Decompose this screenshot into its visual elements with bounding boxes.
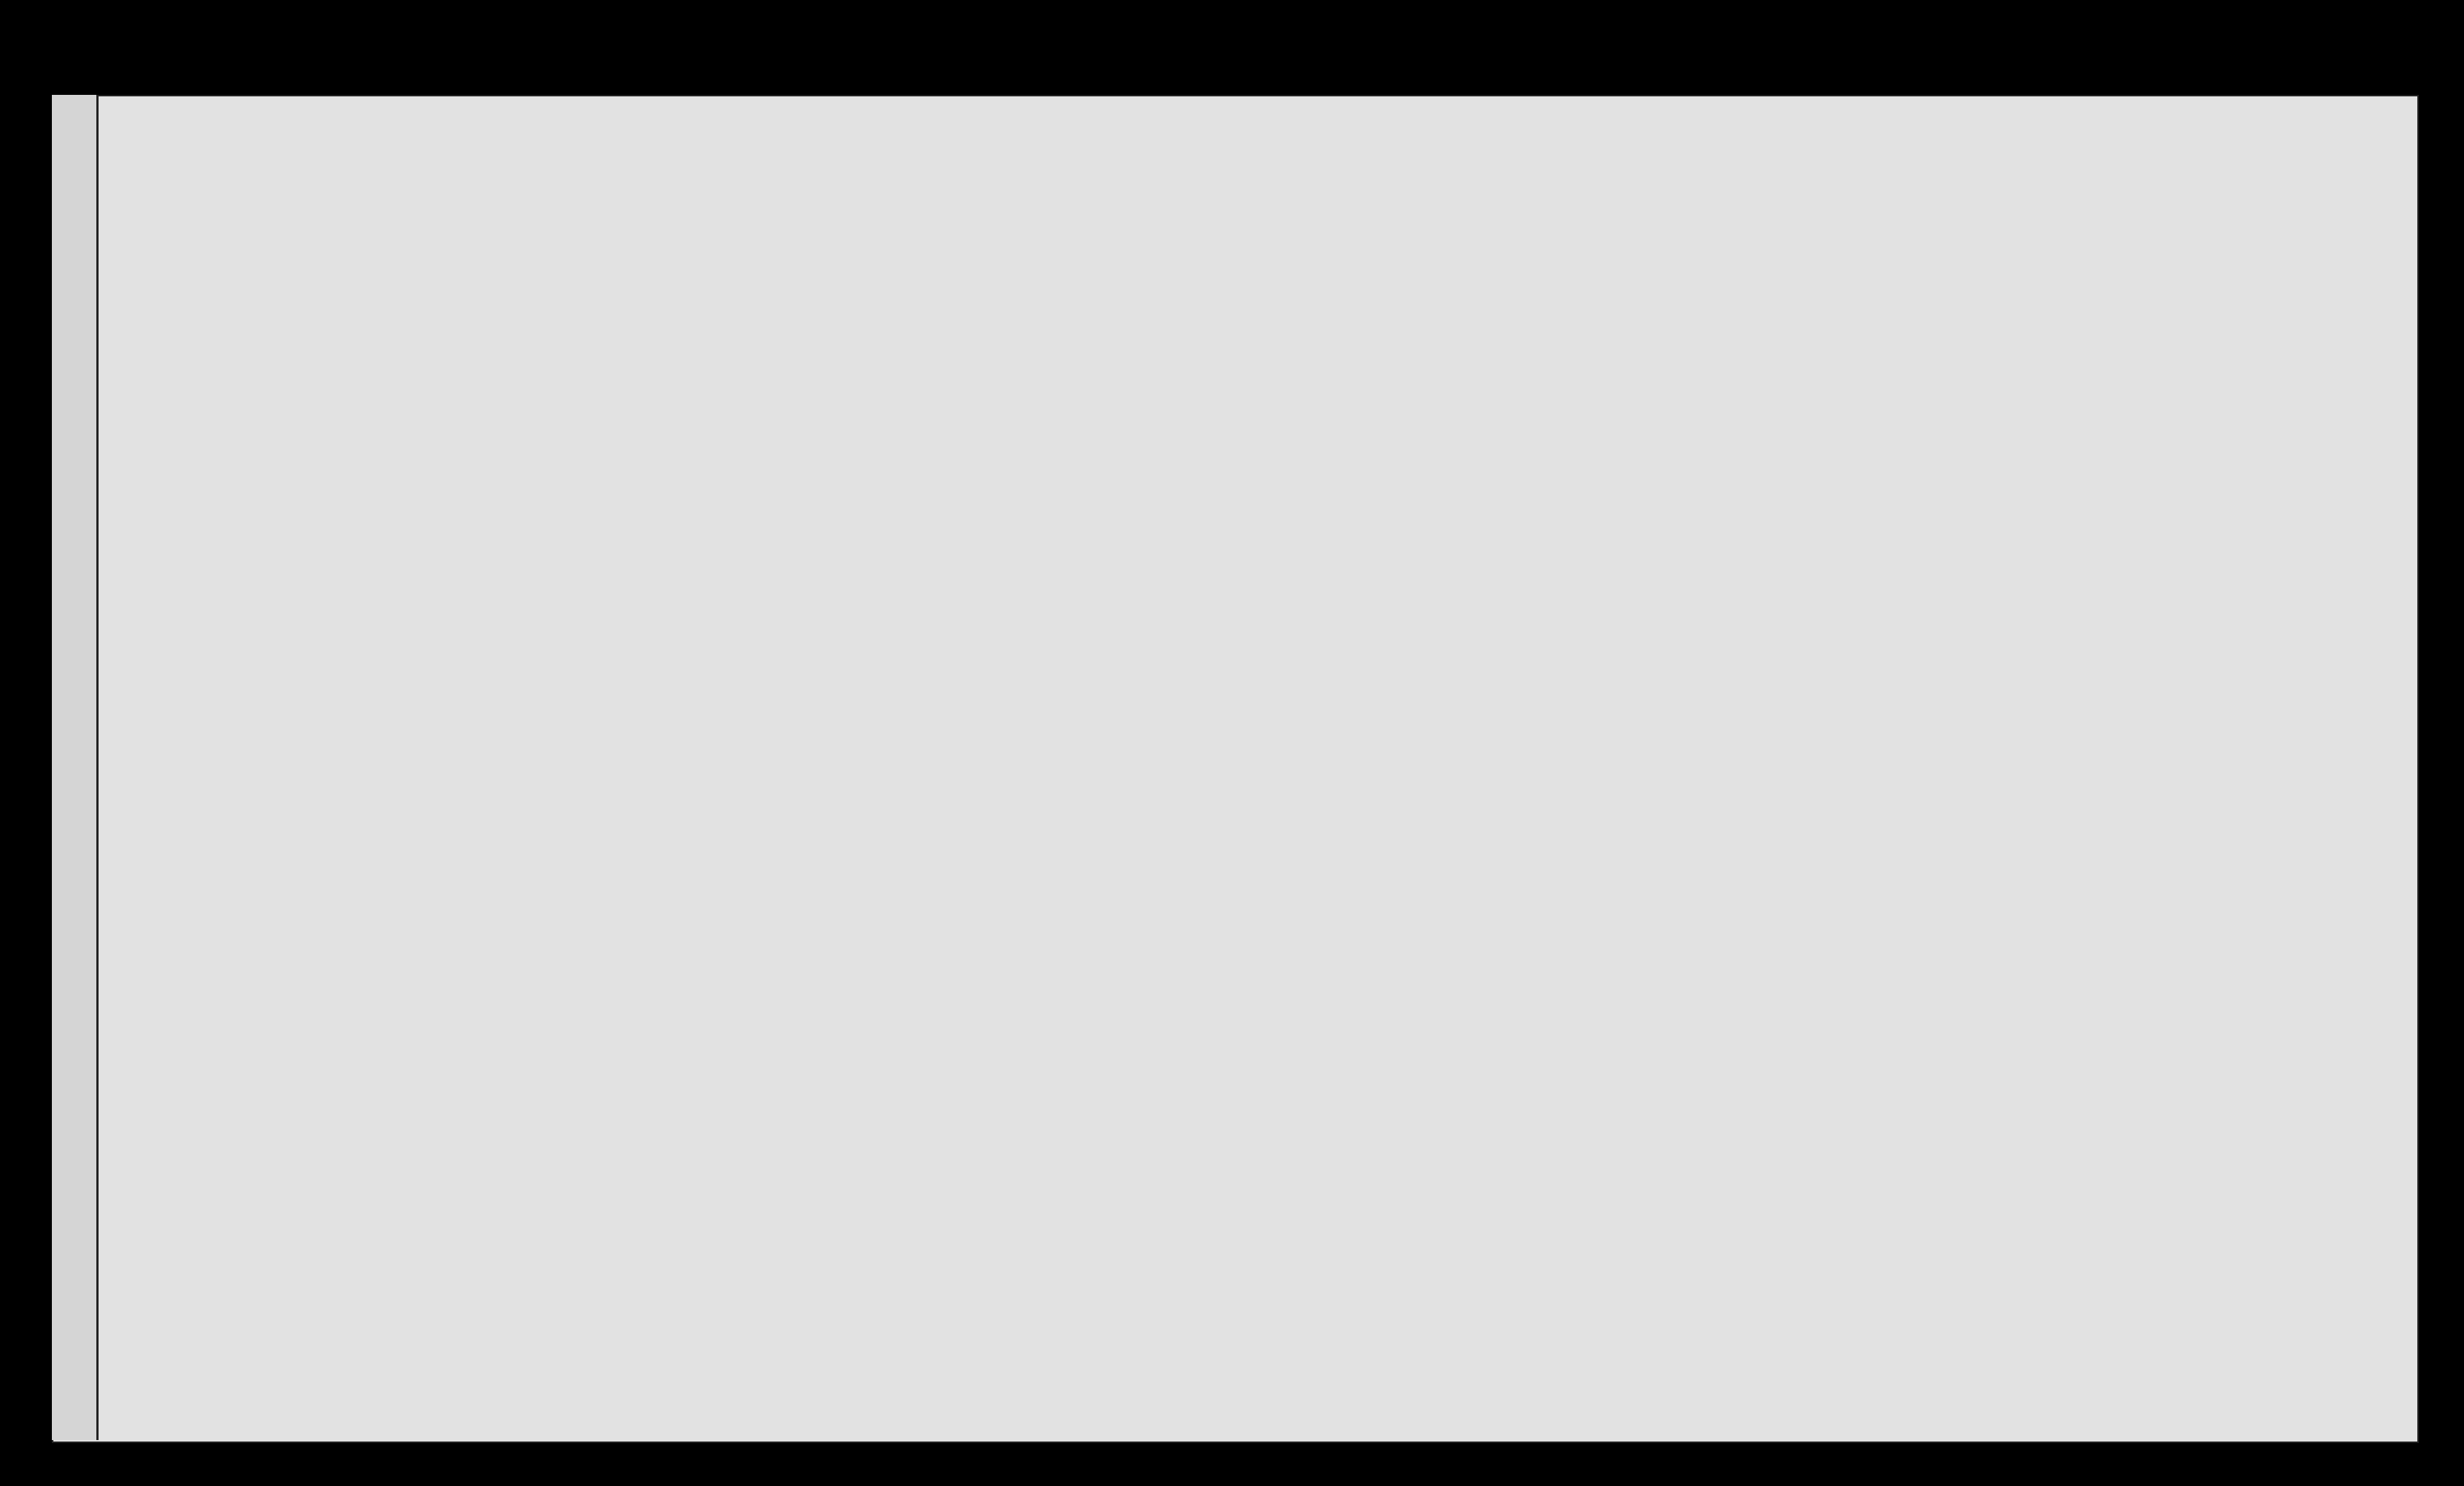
census-card [52,95,2419,1443]
binding-edge [52,95,99,1440]
